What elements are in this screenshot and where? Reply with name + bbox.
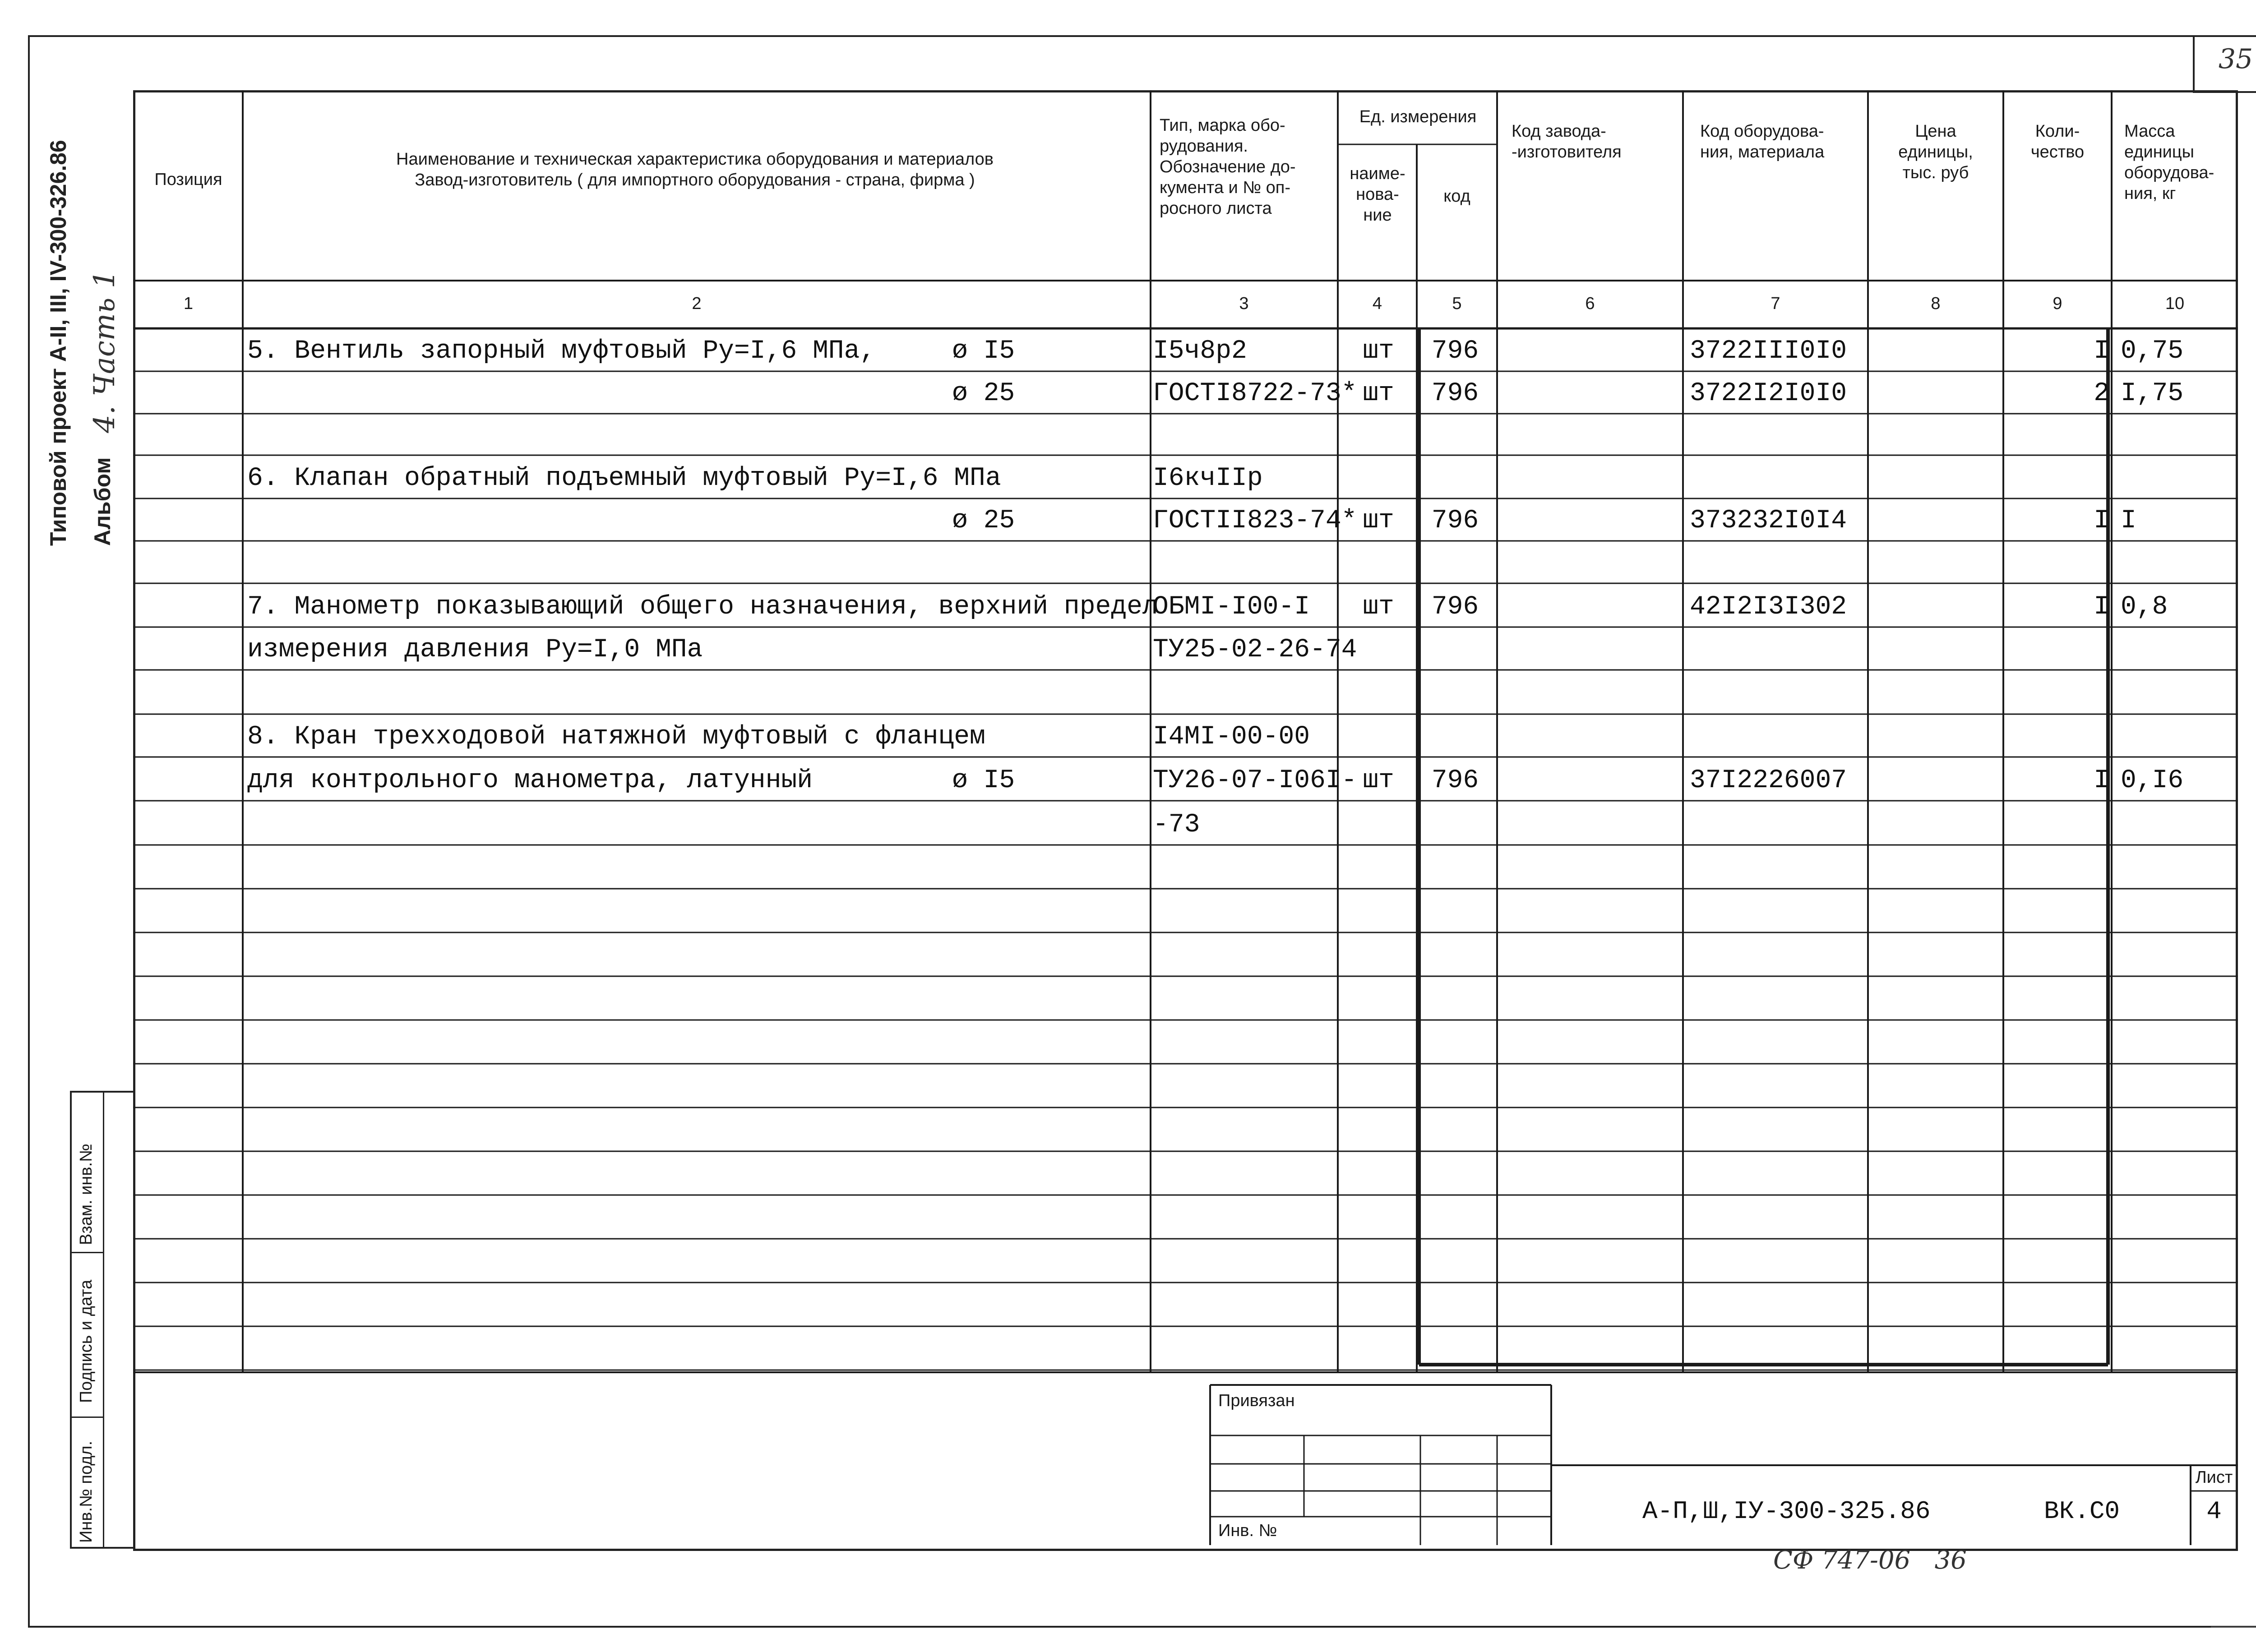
cell-dia: ø 25 <box>952 506 1015 535</box>
cell-unit: шт <box>1363 592 1394 622</box>
cell-equip: 3722I2I0I0 <box>1690 379 1847 408</box>
colnum-7: 7 <box>1771 294 1780 313</box>
cell-name: 5. Вентиль запорный муфтовый Ру=I,6 МПа, <box>247 337 876 366</box>
colnum-4: 4 <box>1372 294 1382 313</box>
colnum-9: 9 <box>2053 294 2062 313</box>
stamp-inv-no: Инв. № <box>1218 1521 1277 1540</box>
cell-dia: ø I5 <box>952 337 1015 366</box>
cell-type: I4МI-00-00 <box>1153 722 1310 752</box>
cell-mass: 0,75 <box>2121 337 2184 366</box>
cell-unit: шт <box>1363 379 1394 408</box>
corner-sheet-number: 35 <box>2218 43 2253 75</box>
cell-type: ГОСТII823-74* <box>1153 506 1357 535</box>
cell-type: I6кчIIр <box>1153 464 1263 493</box>
cell-equip: 3722III0I0 <box>1690 337 1847 366</box>
header-mass: Масса единицы оборудова- ния, кг <box>2124 122 2214 203</box>
side-stamp-inv-zam: Взам. инв.№ <box>77 1144 96 1245</box>
cell-mass: 0,I6 <box>2121 766 2184 795</box>
cell-name: измерения давления Ру=I,0 МПа <box>247 635 703 664</box>
cell-type: I5ч8р2 <box>1153 337 1247 366</box>
cell-code: 796 <box>1431 379 1479 408</box>
cell-qty: I <box>2094 766 2109 795</box>
side-album-handwritten: 4. Часть 1 <box>88 270 121 433</box>
header-qty: Коли- чество <box>2030 122 2085 162</box>
header-unit-name: наиме- нова- ние <box>1350 164 1405 225</box>
side-stamp-podpis: Подпись и дата <box>77 1279 96 1403</box>
stamp-list-label: Лист <box>2195 1468 2233 1487</box>
cell-qty: 2 <box>2094 379 2109 408</box>
stamp-list-no: 4 <box>2206 1497 2222 1526</box>
cell-type: ТУ26-07-I06I- <box>1153 766 1357 795</box>
cell-mass: I,75 <box>2121 379 2184 408</box>
colnum-2: 2 <box>692 294 702 313</box>
cell-type: -73 <box>1153 810 1200 840</box>
cell-type: ТУ25-02-26-74 <box>1153 635 1357 664</box>
cell-code: 796 <box>1431 506 1479 535</box>
header-unit-code: код <box>1443 187 1470 206</box>
cell-code: 796 <box>1431 766 1479 795</box>
stamp-doc-code: А-П,Ш,IУ-300-325.86 <box>1642 1497 1931 1526</box>
cell-qty: I <box>2094 337 2109 366</box>
cell-unit: шт <box>1363 337 1394 366</box>
header-price: Цена единицы, тыс. руб <box>1898 122 1973 182</box>
cell-equip: 37I2226007 <box>1690 766 1847 795</box>
colnum-10: 10 <box>2165 294 2185 313</box>
header-factory-code: Код завода- -изготовителя <box>1512 122 1622 162</box>
stamp-handwritten: СФ 747-06 36 <box>1773 1546 1967 1575</box>
header-type: Тип, марка обо- рудования. Обозначение до- кумента и № оп- росного листа <box>1160 116 1296 218</box>
colnum-3: 3 <box>1239 294 1249 313</box>
header-name: Наименование и техническая характеристика оборудования и материалов Завод-изготовитель ( для импортного оборудования - страна, фирма ) <box>396 150 994 189</box>
cell-type: ГОСТI8722-73* <box>1153 379 1357 408</box>
header-position: Позиция <box>154 170 222 189</box>
cell-qty: I <box>2094 506 2109 535</box>
stamp-privyazan: Привязан <box>1218 1391 1295 1410</box>
header-unit-group: Ед. измерения <box>1359 107 1477 126</box>
side-stamp-inv-podl: Инв.№ подл. <box>77 1440 96 1543</box>
cell-equip: 373232I0I4 <box>1690 506 1847 535</box>
stamp-mark: ВК.С0 <box>2044 1497 2120 1526</box>
cell-code: 796 <box>1431 337 1479 366</box>
colnum-5: 5 <box>1452 294 1462 313</box>
cell-name: для контрольного манометра, латунный <box>247 766 813 795</box>
cell-name: 8. Кран трехходовой натяжной муфтовый с фланцем <box>247 722 985 752</box>
side-album-label: Альбом <box>90 457 115 546</box>
colnum-8: 8 <box>1931 294 1941 313</box>
header-equip-code: Код оборудова- ния, материала <box>1700 122 1825 162</box>
cell-code: 796 <box>1431 592 1479 622</box>
cell-mass: I <box>2121 506 2136 535</box>
cell-equip: 42I2I3I302 <box>1690 592 1847 622</box>
cell-qty: I <box>2094 592 2109 622</box>
cell-type: ОБМI-I00-I <box>1153 592 1310 622</box>
cell-unit: шт <box>1363 506 1394 535</box>
colnum-6: 6 <box>1585 294 1595 313</box>
side-project-title: Типовой проект А-II, III, IV-300-326.86 <box>46 140 71 546</box>
cell-mass: 0,8 <box>2121 592 2168 622</box>
cell-dia: ø I5 <box>952 766 1015 795</box>
cell-name: 6. Клапан обратный подъемный муфтовый Ру=I,6 МПа <box>247 464 1001 493</box>
cell-dia: ø 25 <box>952 379 1015 408</box>
cell-unit: шт <box>1363 766 1394 795</box>
cell-name: 7. Манометр показывающий общего назначения, верхний предел <box>247 592 1158 622</box>
colnum-1: 1 <box>183 294 194 313</box>
